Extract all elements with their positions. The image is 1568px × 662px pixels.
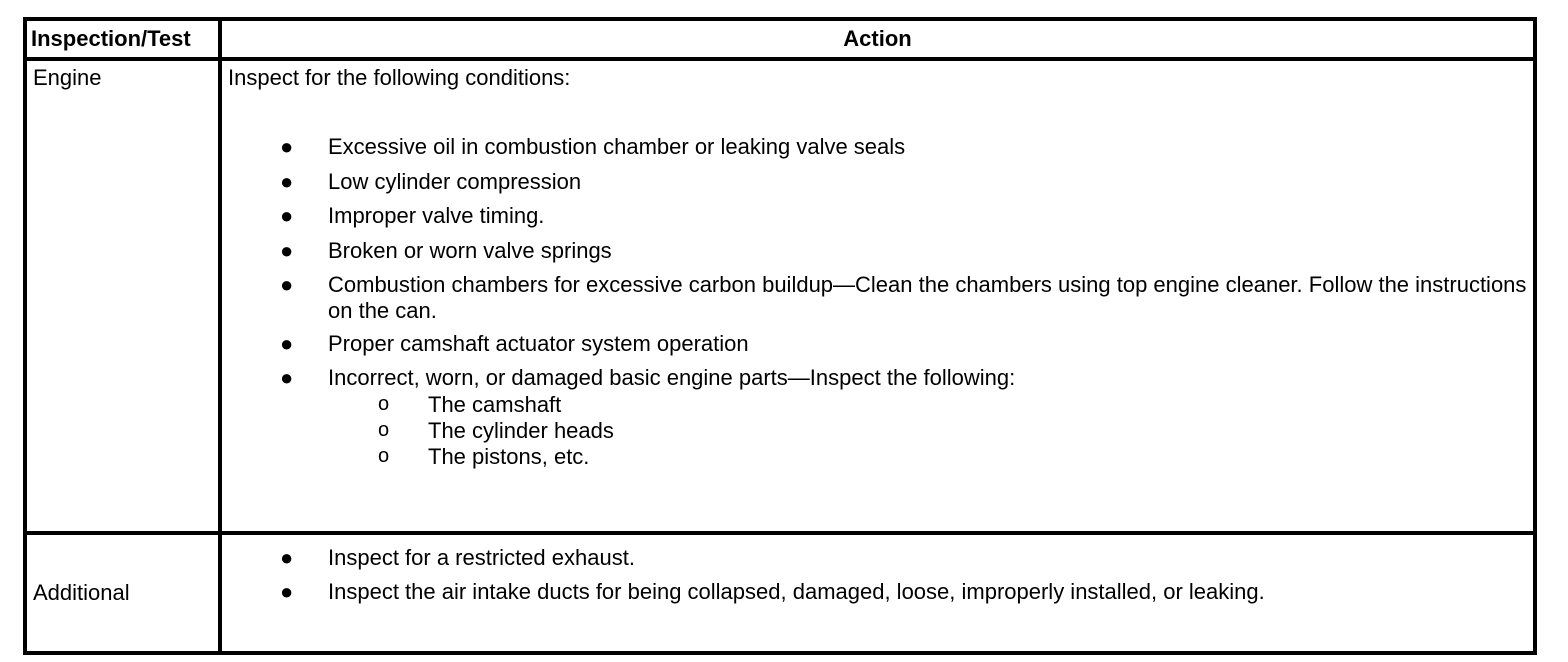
- bullet-icon: ●: [280, 168, 294, 194]
- list-item-text: Inspect for a restricted exhaust.: [328, 545, 635, 570]
- list-item-text: Improper valve timing.: [328, 203, 545, 229]
- circle-bullet-icon: o: [378, 418, 390, 441]
- sub-list-item-text: The cylinder heads: [428, 417, 614, 443]
- inspection-table: [23, 17, 1537, 655]
- list-item: [228, 545, 1527, 571]
- sub-list-item: [328, 418, 1527, 444]
- list-item-text: Low cylinder compression: [328, 168, 582, 194]
- list-item: [228, 134, 1527, 160]
- engine-bullet-list: [228, 134, 1527, 470]
- header-action: Action: [220, 19, 1535, 59]
- list-item-text: Broken or worn valve springs: [328, 237, 612, 263]
- bullet-icon: ●: [280, 134, 294, 160]
- bullet-icon: ●: [280, 330, 294, 356]
- bullet-icon: ●: [280, 579, 294, 605]
- bullet-icon: ●: [280, 365, 294, 391]
- bullet-icon: ●: [280, 545, 294, 570]
- action-cell-engine: [220, 59, 1535, 533]
- list-item: [228, 169, 1527, 195]
- list-item: [228, 331, 1527, 357]
- table-row-additional: [25, 533, 1535, 653]
- list-item: [228, 272, 1527, 325]
- circle-bullet-icon: o: [378, 445, 390, 468]
- list-item-text: Inspect the air intake ducts for being collapsed, damaged, loose, improperly installed, or leaking.: [328, 579, 1265, 605]
- row-label-engine: Engine: [25, 59, 220, 533]
- row-label-additional: Additional: [25, 533, 220, 653]
- engine-sub-bullet-list: [328, 392, 1527, 471]
- additional-bullet-list: [228, 545, 1527, 606]
- bullet-icon: ●: [280, 203, 294, 229]
- sub-list-item: [328, 392, 1527, 418]
- sub-list-item: [328, 444, 1527, 470]
- list-item: [228, 238, 1527, 264]
- header-inspection-test: Inspection/Test: [25, 19, 220, 59]
- list-item-text: Combustion chambers for excessive carbon buildup—Clean the chambers using top engine cleaner. Follow the instructions on the can.: [328, 271, 1527, 324]
- list-item: [228, 579, 1527, 605]
- list-item-text: Proper camshaft actuator system operation: [328, 330, 749, 356]
- sub-list-item-text: The camshaft: [428, 391, 562, 417]
- list-item: [228, 365, 1527, 471]
- circle-bullet-icon: o: [378, 392, 390, 415]
- bullet-icon: ●: [280, 271, 294, 297]
- header-row: [25, 19, 1535, 59]
- list-item-text: Excessive oil in combustion chamber or leaking valve seals: [328, 134, 906, 160]
- list-item: [228, 203, 1527, 229]
- engine-intro-text: Inspect for the following conditions:: [228, 65, 571, 90]
- list-item-text: Incorrect, worn, or damaged basic engine parts—Inspect the following:: [328, 365, 1016, 391]
- bullet-icon: ●: [280, 237, 294, 263]
- table-row-engine: [25, 59, 1535, 533]
- action-cell-additional: [220, 533, 1535, 653]
- sub-list-item-text: The pistons, etc.: [428, 444, 590, 470]
